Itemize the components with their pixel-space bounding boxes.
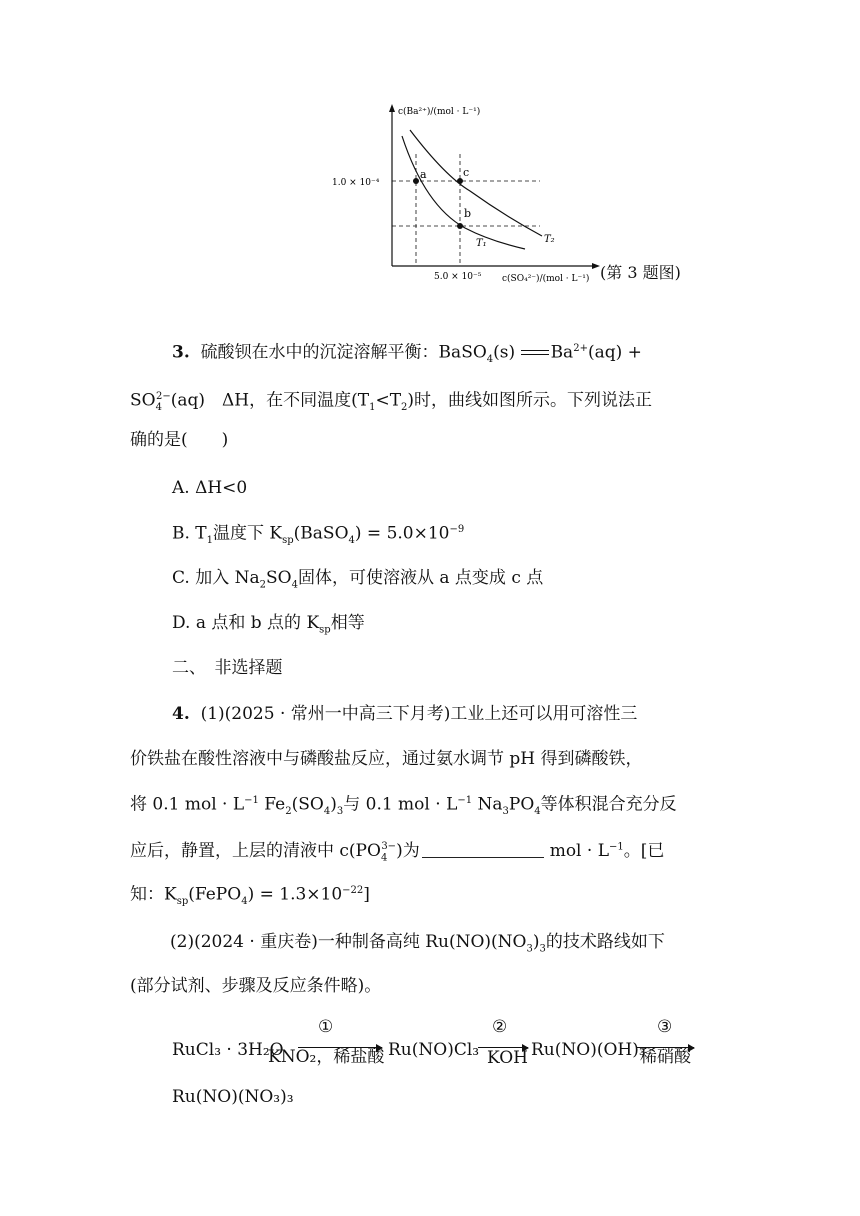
q4-text: 。[已: [623, 841, 665, 861]
section-heading: 二、 非选择题: [172, 658, 283, 678]
figure-caption: (第 3 题图): [600, 263, 681, 282]
ksp-figure: [330, 96, 730, 296]
q4-line1: [172, 706, 637, 723]
option-b-text: 温度下 K: [213, 523, 283, 544]
label-a: a: [420, 168, 427, 181]
q4-text: ): [330, 794, 337, 815]
step1-reagent: KNO₂，稀盐酸: [268, 1047, 385, 1067]
route-product: Ru(NO)(NO₃)₃: [172, 1087, 294, 1107]
q4-line4: 应后，静置，上层的清液中 $c(PO_4^{3-})$为 mol · $L^{-1}$。[已: [130, 841, 665, 864]
q4-line2: 价铁盐在酸性溶液中与磷酸盐反应，通过氨水调节 pH 得到磷酸铁，: [130, 749, 643, 769]
q3-text: Ba: [550, 342, 574, 363]
y-tick-label: 1.0 × 10⁻⁴: [332, 178, 380, 188]
q4-number: 4.: [172, 704, 190, 724]
option-b-text: B. T: [172, 523, 207, 544]
option-b-text: (BaSO: [293, 523, 349, 544]
q4-text: (FePO: [188, 884, 242, 905]
route-mid2: Ru(NO)(OH)₃: [531, 1040, 646, 1060]
q3-text: (aq) ΔH，在不同温度(T: [170, 390, 370, 411]
route-start: RuCl₃ · 3H₂O: [172, 1040, 284, 1060]
q3-text: 硫酸钡在水中的沉淀溶解平衡：BaSO: [200, 342, 487, 363]
step2-reagent: KOH: [487, 1048, 529, 1068]
q4-part2-text: 的技术路线如下: [545, 932, 665, 952]
point-a: [413, 178, 419, 184]
q4-text: 将 0.1 mol · L: [130, 794, 245, 815]
option-a: A. ΔH<0: [172, 478, 248, 498]
label-t1: T₁: [476, 238, 487, 249]
q4-text: (SO: [291, 794, 324, 815]
q4-text: 等体积混合充分反: [540, 794, 677, 815]
q3-text: <T: [375, 390, 402, 411]
q3-text: (s): [493, 342, 516, 363]
q4-text: ]: [363, 884, 370, 905]
step3-reagent: 稀硝酸: [640, 1047, 691, 1067]
q3-line3: 确的是( ): [130, 430, 229, 450]
option-c-text: C. 加入 Na: [172, 568, 260, 588]
q4-line5: 知：$K_{sp}(FePO_4) = 1.3\times 10^{-22}$]: [130, 884, 370, 908]
q4-part2-text: ): [532, 932, 540, 952]
q4-text: 应后，静置，上层的清液中 c(PO: [130, 841, 381, 861]
option-d: D. a 点和 b 点的 $K_{sp}$相等: [172, 613, 365, 636]
y-axis-label: c(Ba²⁺)/(mol · L⁻¹): [398, 107, 481, 117]
solubility-curve-chart: [330, 96, 630, 296]
q4-part2-text: (2)(2024 · 重庆卷)一种制备高纯 Ru(NO)(NO: [170, 932, 527, 952]
q4-text: )为: [396, 841, 420, 861]
q4-text: Na: [472, 794, 503, 815]
q3-line2: $SO_4^{2-}(aq)$ ΔH，在不同温度$(T_1<T_2)$时，曲线如图所示。下列说法正: [130, 390, 653, 414]
curve-t1: [402, 136, 525, 249]
equilibrium-arrow: [521, 347, 551, 359]
option-b-text: ) = 5.0×10: [354, 523, 450, 544]
option-c-text: 固体，可使溶液从 a 点变成 c 点: [297, 568, 544, 588]
q4-text: PO: [508, 794, 535, 815]
step1-number: ①: [318, 1017, 334, 1037]
q3-text: (aq) +: [587, 342, 642, 363]
label-b: b: [464, 207, 472, 220]
q4-text: 知：K: [130, 884, 177, 905]
curve-t2: [410, 130, 542, 236]
label-c: c: [463, 166, 470, 179]
x-axis-arrow: [592, 263, 600, 269]
q4-text: Fe: [258, 794, 286, 815]
q4-text: 与 0.1 mol · L: [343, 794, 458, 815]
answer-blank[interactable]: [422, 841, 544, 858]
x-axis-label: c(SO₄²⁻)/(mol · L⁻¹): [502, 274, 590, 284]
q4-text: (1)(2025 · 常州一中高三下月考)工业上还可以用可溶性三: [200, 704, 638, 724]
route-mid1: Ru(NO)Cl₃: [388, 1040, 480, 1060]
q4-part2-line1: (2)(2024 · 重庆卷)一种制备高纯 $Ru(NO)(NO_3)_3$的技术路线如下: [170, 932, 665, 955]
q4-part2-line2: (部分试剂、步骤及反应条件略)。: [130, 976, 382, 996]
y-axis-arrow: [389, 104, 395, 112]
point-b: [457, 223, 463, 229]
label-t2: T₂: [544, 234, 555, 245]
q4-line3: 将 0.1 mol · $L^{-1}$ $Fe_2(SO_4)_3$与 0.1 mol · $L^{-1}$ $Na_3PO_4$等体积混合充分反: [130, 794, 677, 818]
option-c: C. 加入 $Na_2SO_4$固体，可使溶液从 a 点变成 c 点: [172, 568, 544, 591]
q3-line1: 3. 硫酸钡在水中的沉淀溶解平衡：BaSO$_4$(s) $Ba^{2+}(aq)$ +: [172, 342, 642, 366]
option-d-text: 相等: [330, 613, 365, 633]
step2-number: ②: [492, 1017, 508, 1037]
q3-number: 3.: [172, 342, 190, 363]
x-tick-label: 5.0 × 10⁻⁵: [434, 272, 482, 282]
q3-text: SO: [130, 390, 156, 411]
step3-number: ③: [657, 1017, 673, 1037]
option-b: B. $T_1$温度下 $K_{sp}(BaSO_4) = 5.0\times 10^{-9}$: [172, 523, 465, 547]
option-d-text: D. a 点和 b 点的 K: [172, 613, 320, 633]
option-c-text: SO: [266, 568, 292, 588]
q4-text: ) = 1.3×10: [247, 884, 343, 905]
q3-text: )时，曲线如图所示。下列说法正: [407, 390, 653, 411]
q4-text: mol · L: [549, 841, 609, 861]
